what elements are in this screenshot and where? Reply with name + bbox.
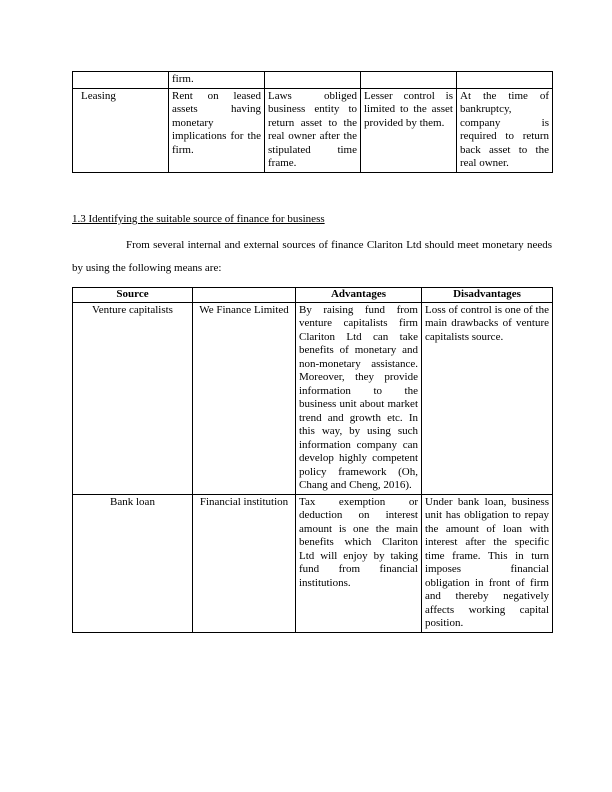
header-source: Source	[73, 288, 193, 303]
table-cell: Leasing	[73, 88, 169, 172]
table-cell-disadvantages: Under bank loan, business unit has obligation to repay the amount of loan with interest after the specific time frame. This in turn imposes financial obligation in front of firm and thereby negatively affects working capital position.	[422, 494, 553, 632]
table-cell-source: Bank loan	[73, 494, 193, 632]
table-cell-disadvantages: Loss of control is one of the main drawbacks of venture capitalists source.	[422, 302, 553, 494]
finance-sources-table-continued	[72, 71, 553, 173]
section-heading: 1.3 Identifying the suitable source of finance for business	[72, 213, 325, 225]
intro-text: From several internal and external sources of finance Clariton Ltd should meet monetary needs by using the following means are:	[72, 239, 552, 274]
table-cell-provider: Financial institution	[193, 494, 296, 632]
table-cell: Lesser control is limited to the asset provided by them.	[361, 88, 457, 172]
table-cell-source: Venture capitalists	[73, 302, 193, 494]
intro-paragraph	[72, 234, 552, 280]
header-advantages: Advantages	[296, 288, 422, 303]
table-row	[73, 494, 553, 632]
header-provider	[193, 288, 296, 303]
table-cell	[457, 72, 553, 89]
table-cell-advantages: By raising fund from venture capitalists firm Clariton Ltd can take benefits of monetary and non-monetary assistance. Moreover, they provide information to the business unit about market trend and growth etc. In this way, by using such information company can develop highly competent policy framework (Oh, Chang and Cheng, 2016).	[296, 302, 422, 494]
table-cell: Rent on leased assets having monetary implications for the firm.	[169, 88, 265, 172]
table-row	[73, 88, 553, 172]
header-disadvantages: Disadvantages	[422, 288, 553, 303]
table-cell-provider: We Finance Limited	[193, 302, 296, 494]
table-cell-advantages: Tax exemption or deduction on interest amount is one the main benefits which Clariton Ltd will enjoy by taking fund from financial institutions.	[296, 494, 422, 632]
table-row	[73, 302, 553, 494]
table-cell: Laws obliged business entity to return asset to the real owner after the stipulated time frame.	[265, 88, 361, 172]
suitable-finance-table	[72, 287, 553, 633]
table-row	[73, 72, 553, 89]
table-cell	[361, 72, 457, 89]
table-cell: firm.	[169, 72, 265, 89]
table-cell	[73, 72, 169, 89]
table-header-row	[73, 288, 553, 303]
table-cell: At the time of bankruptcy, company is required to return back asset to the real owner.	[457, 88, 553, 172]
table-cell	[265, 72, 361, 89]
